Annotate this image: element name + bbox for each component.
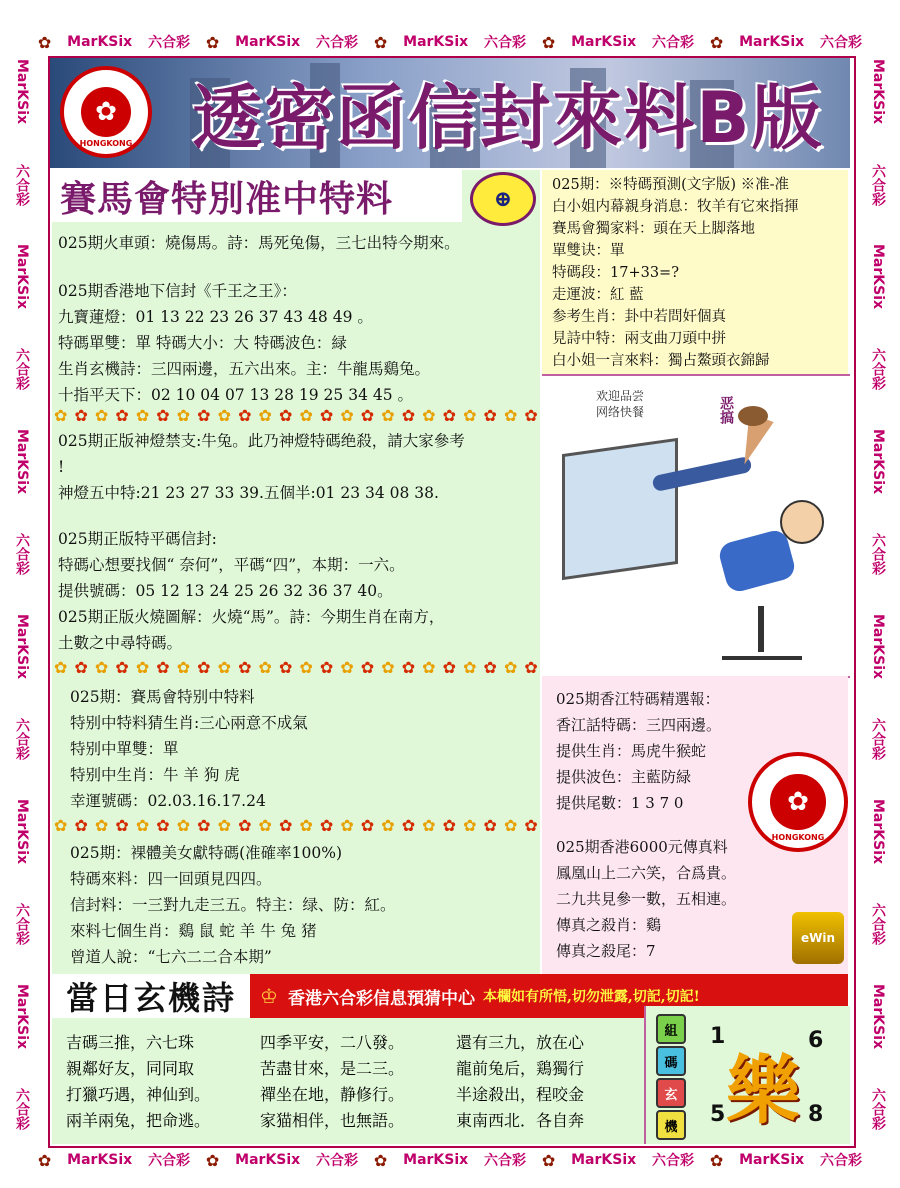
brand-mark: 六合彩 xyxy=(14,348,30,391)
section-title: 賽馬會特別准中特料 xyxy=(52,170,462,222)
text-line: 025期正版火燒圖解：火燒“馬”。詩：今期生肖在南方， xyxy=(58,608,445,626)
page-title: 透密函信封來料B版 xyxy=(192,76,824,159)
text-line: 025期正版特平碼信封: xyxy=(58,530,217,548)
poem-line: 東南西北．各自奔 xyxy=(456,1111,585,1130)
brand-strip-right xyxy=(864,40,892,1150)
flower-icon: ✿ xyxy=(205,32,220,52)
text-line: 香江話特碼：三四兩邊。 xyxy=(556,716,722,734)
text-line: 025期香江特碼精選報： xyxy=(556,690,720,708)
bauhinia-icon: ✿ xyxy=(770,774,825,829)
brand-name: MarKSix xyxy=(14,984,30,1050)
text-line: 025期：裸體美女獻特碼(准確率100%) xyxy=(70,844,342,862)
block-underground-envelope xyxy=(58,278,538,408)
cartoon-caption xyxy=(596,388,644,420)
text-line: 提供波色：主藍防緑 xyxy=(556,768,692,786)
brand-strip-left xyxy=(8,40,36,1150)
ice-cream-scoop-shape xyxy=(738,406,768,426)
poem-line: 苦盡甘來，是二三。 xyxy=(260,1059,405,1078)
text-line: 傳真之殺尾：7 xyxy=(556,942,656,960)
text-line: 幸運號碼：02.03.16.17.24 xyxy=(70,792,266,810)
bauhinia-icon: ✿ xyxy=(81,87,131,137)
brand-name: MarKSix xyxy=(870,984,886,1050)
flower-icon: ✿ xyxy=(37,1150,52,1170)
block-beauty-code xyxy=(70,840,536,970)
caption-line: 网络快餐 xyxy=(596,405,645,419)
text-line: 二九共見參一數，五相連。 xyxy=(556,890,737,908)
brand-mark: 六合彩 xyxy=(14,533,30,576)
flower-icon: ✿ xyxy=(205,1150,220,1170)
brand-name: MarKSix xyxy=(870,799,886,865)
flower-icon: ✿ xyxy=(37,32,52,52)
text-line: 九寶蓮燈：01 13 22 23 26 37 43 48 49 。 xyxy=(58,308,373,326)
flower-icon: ✿ xyxy=(541,1150,556,1170)
text-line: 生肖玄機詩：三四兩邊，五六出來。主：牛龍馬鷄兔。 xyxy=(58,360,431,378)
lucky-number: 1 xyxy=(710,1024,726,1049)
flower-icon: ✿ xyxy=(709,32,724,52)
brand-mark: 六合彩 xyxy=(870,533,886,576)
brand-mark: 六合彩 xyxy=(820,1153,862,1169)
text-line: 025期香港地下信封《千王之王》： xyxy=(58,282,297,300)
gold-trophy-icon: ♔ xyxy=(260,984,278,1008)
startled-person-shape xyxy=(692,526,812,606)
brand-mark: 六合彩 xyxy=(316,1153,359,1169)
brand-strip-top xyxy=(30,28,870,56)
brand-mark: 六合彩 xyxy=(148,35,191,51)
text-line: 提供尾數：1 3 7 0 xyxy=(556,794,684,812)
text-line: 神燈五中特:21 23 27 33 39.五個半:01 23 34 08 38. xyxy=(58,484,439,502)
flower-divider: ✿ ✿ ✿ ✿ ✿ ✿ ✿ ✿ ✿ ✿ ✿ ✿ ✿ ✿ ✿ ✿ ✿ ✿ ✿ ✿ ✿ ✿ ✿ ✿ xyxy=(54,816,538,835)
text-line: 見詩中特：兩支曲刀頭中拼 xyxy=(552,331,726,347)
brand-mark: 六合彩 xyxy=(14,163,30,206)
brand-mark: 六合彩 xyxy=(484,1153,527,1169)
block-flat-code-envelope xyxy=(58,526,538,656)
lucky-numbers-box xyxy=(644,1006,850,1144)
logo-caption: HONGKONG xyxy=(771,833,825,842)
poem-line: 打獵巧遇，神仙到。 xyxy=(66,1085,211,1104)
poem-line: 兩羊兩兔，把命逃。 xyxy=(66,1111,211,1130)
poem-grid xyxy=(52,1018,644,1144)
brand-name: MarKSix xyxy=(14,429,30,495)
brand-name: MarKSix xyxy=(235,34,301,50)
brand-mark: 六合彩 xyxy=(652,1153,695,1169)
block-train-head xyxy=(58,230,538,256)
poem-line: 還有三九，放在心 xyxy=(456,1033,585,1052)
side-char-box: 玄 xyxy=(656,1078,686,1108)
monitor-shape xyxy=(562,438,678,580)
brand-name: MarKSix xyxy=(14,799,30,865)
text-line: 土數之中尋特碼。 xyxy=(58,634,183,652)
brand-strip-bottom xyxy=(30,1146,870,1174)
big-luck-char: 樂 xyxy=(726,1048,800,1134)
flower-icon: ✿ xyxy=(541,32,556,52)
text-line: 特碼段：17+33=? xyxy=(552,265,679,281)
person-body xyxy=(717,528,798,594)
logo-caption: HONGKONG xyxy=(79,139,133,148)
brand-name: MarKSix xyxy=(235,1152,301,1168)
ewin-badge: eWin xyxy=(792,912,844,964)
text-line: 特碼心想要找個“ 奈何”，平碼“四”，本期：一六。 xyxy=(58,556,405,574)
flower-icon: ✿ xyxy=(373,32,388,52)
brand-name: MarKSix xyxy=(14,614,30,680)
poem-center-name: 香港六合彩信息預猜中心 xyxy=(287,988,475,1009)
brand-mark: 六合彩 xyxy=(870,718,886,761)
brand-mark: 六合彩 xyxy=(870,1088,886,1131)
brand-mark: 六合彩 xyxy=(484,35,527,51)
hongkong-logo xyxy=(60,66,152,158)
text-line: 信封料：一三對九走三五。特主：绿、防：紅。 xyxy=(70,896,396,914)
text-line: 白小姐内幕親身消息：牧羊有它來指揮 xyxy=(552,199,799,215)
brand-mark: 六合彩 xyxy=(820,35,862,51)
brand-name: MarKSix xyxy=(403,34,469,50)
brand-mark: 六合彩 xyxy=(14,718,30,761)
poem-line: 吉碼三推，六七珠 xyxy=(66,1033,195,1052)
poem-column xyxy=(260,1030,404,1134)
brand-mark: 六合彩 xyxy=(14,903,30,946)
text-line: 提供號碼：05 12 13 24 25 26 32 36 37 40。 xyxy=(58,582,393,600)
text-line: 025期火車頭：燒傷馬。詩：馬死兔傷，三七出特今期來。 xyxy=(58,234,460,252)
brand-name: MarKSix xyxy=(870,429,886,495)
text-line: 單雙诀：單 xyxy=(552,243,625,259)
lucky-number: 6 xyxy=(808,1028,824,1053)
text-line: 特别中生肖：牛 羊 狗 虎 xyxy=(70,766,240,784)
text-line: 特碼來料：四一回頭見四四。 xyxy=(70,870,272,888)
lucky-number: 5 xyxy=(710,1102,726,1127)
brand-name: MarKSix xyxy=(14,244,30,310)
text-line: 参考生肖：卦中若問奸個真 xyxy=(552,309,726,325)
brand-name: MarKSix xyxy=(67,34,133,50)
text-line: 025期香港6000元傳真料 xyxy=(556,838,728,856)
side-char-box: 機 xyxy=(656,1110,686,1140)
lucky-number: 8 xyxy=(808,1102,824,1127)
text-line: 025期正版神燈禁支:牛兔。此乃神燈特碼绝殺，請大家參考 xyxy=(58,432,465,450)
brand-name: MarKSix xyxy=(14,59,30,125)
text-line: ! xyxy=(58,458,65,476)
brand-name: MarKSix xyxy=(870,614,886,680)
side-char-box: 碼 xyxy=(656,1046,686,1076)
text-line: 曾道人說：“七六二二合本期” xyxy=(70,948,272,966)
flower-divider: ✿ ✿ ✿ ✿ ✿ ✿ ✿ ✿ ✿ ✿ ✿ ✿ ✿ ✿ ✿ ✿ ✿ ✿ ✿ ✿ ✿ ✿ ✿ ✿ xyxy=(54,658,538,677)
brand-mark: 六合彩 xyxy=(316,35,359,51)
text-line: 提供生肖：馬虎牛猴蛇 xyxy=(556,742,707,760)
flower-icon: ✿ xyxy=(709,1150,724,1170)
brand-mark: 六合彩 xyxy=(148,1153,191,1169)
block-sacred-lamp xyxy=(58,428,538,506)
brand-mark: 六合彩 xyxy=(14,1088,30,1131)
text-line: 十指平天下：02 10 04 07 13 28 19 25 34 45 。 xyxy=(58,386,414,404)
text-line: 鳳凰山上二六笑，合爲貴。 xyxy=(556,864,737,882)
brand-name: MarKSix xyxy=(739,1152,805,1168)
side-char-box: 組 xyxy=(656,1014,686,1044)
poem-line: 禪坐在地，静修行。 xyxy=(260,1085,405,1104)
cartoon-tag: 恶搞 xyxy=(718,396,734,424)
block-jockey-special xyxy=(70,684,536,814)
header-banner xyxy=(50,58,850,168)
brand-mark: 六合彩 xyxy=(870,903,886,946)
text-line: 特别中單雙：單 xyxy=(70,740,179,758)
right-top-panel xyxy=(542,170,848,374)
brand-mark: 六合彩 xyxy=(652,35,695,51)
brand-name: MarKSix xyxy=(571,1152,637,1168)
poem-line: 四季平安，二八發。 xyxy=(260,1033,405,1052)
poem-line: 親鄰好友，同同取 xyxy=(66,1059,195,1078)
text-line: 025期：賽馬會特别中特料 xyxy=(70,688,255,706)
text-line: 賽馬會獨家料：頭在天上脚落地 xyxy=(552,221,755,237)
brand-name: MarKSix xyxy=(870,244,886,310)
brand-mark: 六合彩 xyxy=(870,348,886,391)
poem-line: 半途殺出，程咬金 xyxy=(456,1085,585,1104)
brand-name: MarKSix xyxy=(870,59,886,125)
person-head xyxy=(780,500,824,544)
brand-name: MarKSix xyxy=(67,1152,133,1168)
poem-column xyxy=(456,1030,584,1134)
poem-column xyxy=(66,1030,210,1134)
text-line: 走運波：紅 藍 xyxy=(552,287,644,303)
brand-name: MarKSix xyxy=(739,34,805,50)
text-line: 025期：※特碼預測(文字版) ※准-准 xyxy=(552,177,789,193)
brand-mark: 六合彩 xyxy=(870,163,886,206)
text-line: 白小姐一言來料：獨占鰲頭衣錦歸 xyxy=(552,353,770,369)
poem-line: 龍前兔后，鶏獨行 xyxy=(456,1059,585,1078)
office-chair-shape xyxy=(722,606,802,660)
text-line: 特碼單雙：單 特碼大小：大 特碼波色：緑 xyxy=(58,334,347,352)
brand-name: MarKSix xyxy=(403,1152,469,1168)
jockey-club-emblem: ⊕ xyxy=(470,172,536,226)
flower-icon: ✿ xyxy=(373,1150,388,1170)
poem-line: 家猫相伴，也無語。 xyxy=(260,1111,405,1130)
text-line: 傳真之殺肖：鷄 xyxy=(556,916,662,934)
poem-notice: 本欄如有所悟,切勿泄露,切記,切記! xyxy=(482,989,700,1005)
caption-line: 欢迎品尝 xyxy=(596,389,645,403)
text-line: 來料七個生肖：鷄 鼠 蛇 羊 牛 兔 猪 xyxy=(70,922,317,940)
text-line: 特别中特料猜生肖:三心兩意不成氣 xyxy=(70,714,308,732)
brand-name: MarKSix xyxy=(571,34,637,50)
cartoon-illustration xyxy=(542,374,850,678)
flower-divider: ✿ ✿ ✿ ✿ ✿ ✿ ✿ ✿ ✿ ✿ ✿ ✿ ✿ ✿ ✿ ✿ ✿ ✿ ✿ ✿ ✿ ✿ ✿ ✿ xyxy=(54,406,538,425)
poem-title: 當日玄機詩 xyxy=(52,974,250,1018)
